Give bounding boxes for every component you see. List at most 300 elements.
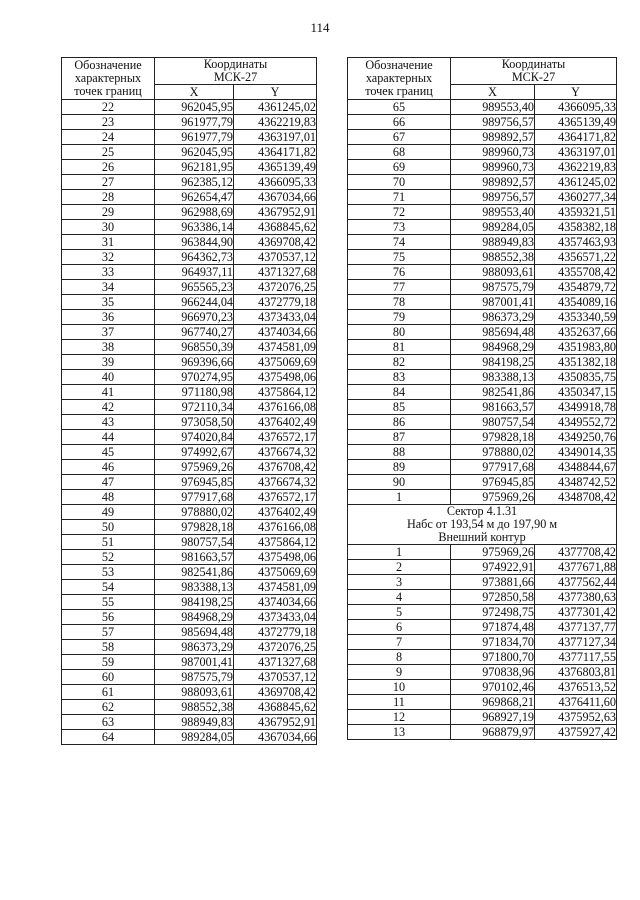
point-number-cell: 90 bbox=[348, 475, 451, 490]
y-coordinate-cell: 4349250,76 bbox=[535, 430, 617, 445]
y-coordinate-cell: 4375927,42 bbox=[535, 725, 617, 740]
point-number-cell: 65 bbox=[348, 100, 451, 115]
table-row bbox=[62, 610, 317, 625]
table-row bbox=[62, 310, 317, 325]
x-coordinate-cell: 978880,02 bbox=[155, 505, 234, 520]
x-coordinate-cell: 965565,23 bbox=[155, 280, 234, 295]
y-coordinate-cell: 4376411,60 bbox=[535, 695, 617, 710]
y-coordinate-cell: 4349918,78 bbox=[535, 400, 617, 415]
y-coordinate-cell: 4376513,52 bbox=[535, 680, 617, 695]
point-number-cell: 11 bbox=[348, 695, 451, 710]
x-coordinate-cell: 984968,29 bbox=[155, 610, 234, 625]
table-row bbox=[348, 725, 617, 740]
x-coordinate-cell: 973058,50 bbox=[155, 415, 234, 430]
table-row bbox=[348, 605, 617, 620]
point-number-cell: 6 bbox=[348, 620, 451, 635]
right-table-body bbox=[348, 100, 617, 505]
x-coordinate-cell: 970102,46 bbox=[451, 680, 535, 695]
x-coordinate-cell: 971874,48 bbox=[451, 620, 535, 635]
table-row bbox=[62, 220, 317, 235]
point-number-cell: 51 bbox=[62, 535, 155, 550]
point-number-cell: 48 bbox=[62, 490, 155, 505]
point-number-cell: 54 bbox=[62, 580, 155, 595]
table-row bbox=[348, 545, 617, 560]
table-row bbox=[348, 415, 617, 430]
y-coordinate-cell: 4370537,12 bbox=[234, 250, 317, 265]
x-coordinate-cell: 962045,95 bbox=[155, 145, 234, 160]
sector-height-range: Набс от 193,54 м до 197,90 м bbox=[406, 517, 558, 531]
table-row bbox=[348, 665, 617, 680]
x-column-header: X bbox=[155, 85, 234, 100]
table-row bbox=[62, 490, 317, 505]
y-coordinate-cell: 4377301,42 bbox=[535, 605, 617, 620]
left-table-body bbox=[62, 100, 317, 745]
x-coordinate-cell: 984968,29 bbox=[451, 340, 535, 355]
x-coordinate-cell: 989553,40 bbox=[451, 100, 535, 115]
y-coordinate-cell: 4377137,77 bbox=[535, 620, 617, 635]
table-row bbox=[62, 595, 317, 610]
y-coordinate-cell: 4374034,66 bbox=[234, 595, 317, 610]
point-number-cell: 1 bbox=[348, 490, 451, 505]
table-row bbox=[348, 250, 617, 265]
table-row bbox=[62, 115, 317, 130]
table-row bbox=[348, 235, 617, 250]
y-coordinate-cell: 4371327,68 bbox=[234, 265, 317, 280]
x-coordinate-cell: 988949,83 bbox=[451, 235, 535, 250]
table-row bbox=[348, 190, 617, 205]
point-number-cell: 34 bbox=[62, 280, 155, 295]
point-number-cell: 55 bbox=[62, 595, 155, 610]
table-row bbox=[62, 580, 317, 595]
point-number-cell: 41 bbox=[62, 385, 155, 400]
x-coordinate-cell: 964937,11 bbox=[155, 265, 234, 280]
point-number-cell: 29 bbox=[62, 205, 155, 220]
point-number-cell: 64 bbox=[62, 730, 155, 745]
header-line: характерных bbox=[365, 71, 433, 85]
x-column-header: X bbox=[451, 85, 535, 100]
table-row bbox=[348, 635, 617, 650]
x-coordinate-cell: 963386,14 bbox=[155, 220, 234, 235]
y-coordinate-cell: 4369708,42 bbox=[234, 235, 317, 250]
table-row bbox=[348, 205, 617, 220]
x-coordinate-cell: 989553,40 bbox=[451, 205, 535, 220]
point-number-cell: 1 bbox=[348, 545, 451, 560]
point-number-cell: 38 bbox=[62, 340, 155, 355]
table-row bbox=[348, 370, 617, 385]
page-number: 114 bbox=[310, 20, 330, 35]
x-coordinate-cell: 968927,19 bbox=[451, 710, 535, 725]
table-row bbox=[62, 430, 317, 445]
y-coordinate-cell: 4350835,75 bbox=[535, 370, 617, 385]
x-coordinate-cell: 975969,26 bbox=[155, 460, 234, 475]
header-line: точек границ bbox=[365, 84, 433, 98]
y-column-header: Y bbox=[234, 85, 317, 100]
point-number-cell: 75 bbox=[348, 250, 451, 265]
table-row bbox=[62, 205, 317, 220]
x-coordinate-cell: 972110,34 bbox=[155, 400, 234, 415]
x-coordinate-cell: 989960,73 bbox=[451, 160, 535, 175]
x-coordinate-cell: 963844,90 bbox=[155, 235, 234, 250]
x-coordinate-cell: 989284,05 bbox=[155, 730, 234, 745]
x-coordinate-cell: 974922,91 bbox=[451, 560, 535, 575]
y-coordinate-cell: 4372076,25 bbox=[234, 640, 317, 655]
point-number-cell: 52 bbox=[62, 550, 155, 565]
x-coordinate-cell: 979828,18 bbox=[451, 430, 535, 445]
table-row bbox=[62, 100, 317, 115]
point-number-cell: 13 bbox=[348, 725, 451, 740]
y-coordinate-cell: 4351983,80 bbox=[535, 340, 617, 355]
table-row bbox=[62, 475, 317, 490]
x-coordinate-cell: 973881,66 bbox=[451, 575, 535, 590]
table-row bbox=[62, 280, 317, 295]
y-coordinate-cell: 4375069,69 bbox=[234, 355, 317, 370]
point-number-cell: 53 bbox=[62, 565, 155, 580]
x-coordinate-cell: 987001,41 bbox=[451, 295, 535, 310]
y-coordinate-cell: 4356571,22 bbox=[535, 250, 617, 265]
y-coordinate-cell: 4350347,15 bbox=[535, 385, 617, 400]
y-coordinate-cell: 4348742,52 bbox=[535, 475, 617, 490]
table-row bbox=[62, 700, 317, 715]
x-coordinate-cell: 969396,66 bbox=[155, 355, 234, 370]
table-row bbox=[348, 475, 617, 490]
point-number-cell: 68 bbox=[348, 145, 451, 160]
point-number-cell: 74 bbox=[348, 235, 451, 250]
y-coordinate-cell: 4367034,66 bbox=[234, 730, 317, 745]
x-coordinate-cell: 987001,41 bbox=[155, 655, 234, 670]
coordinates-header bbox=[155, 58, 317, 85]
y-coordinate-cell: 4367034,66 bbox=[234, 190, 317, 205]
table-row bbox=[348, 265, 617, 280]
coordinates-table-left bbox=[61, 57, 317, 745]
y-coordinate-cell: 4376572,17 bbox=[234, 430, 317, 445]
point-number-cell: 3 bbox=[348, 575, 451, 590]
x-coordinate-cell: 961977,79 bbox=[155, 130, 234, 145]
table-row bbox=[62, 190, 317, 205]
table-row bbox=[348, 710, 617, 725]
x-coordinate-cell: 981663,57 bbox=[451, 400, 535, 415]
y-coordinate-cell: 4376402,49 bbox=[234, 505, 317, 520]
point-number-cell: 22 bbox=[62, 100, 155, 115]
table-row bbox=[62, 250, 317, 265]
x-coordinate-cell: 988093,61 bbox=[451, 265, 535, 280]
x-coordinate-cell: 984198,25 bbox=[451, 355, 535, 370]
y-coordinate-cell: 4376166,08 bbox=[234, 400, 317, 415]
point-number-cell: 10 bbox=[348, 680, 451, 695]
y-coordinate-cell: 4374034,66 bbox=[234, 325, 317, 340]
y-coordinate-cell: 4377127,34 bbox=[535, 635, 617, 650]
table-row bbox=[62, 175, 317, 190]
x-coordinate-cell: 970838,96 bbox=[451, 665, 535, 680]
y-coordinate-cell: 4357463,93 bbox=[535, 235, 617, 250]
point-number-cell: 37 bbox=[62, 325, 155, 340]
point-number-cell: 60 bbox=[62, 670, 155, 685]
x-coordinate-cell: 984198,25 bbox=[155, 595, 234, 610]
table-row bbox=[348, 430, 617, 445]
y-coordinate-cell: 4348844,67 bbox=[535, 460, 617, 475]
table-row bbox=[348, 355, 617, 370]
y-coordinate-cell: 4375069,69 bbox=[234, 565, 317, 580]
table-row bbox=[62, 460, 317, 475]
point-number-cell: 40 bbox=[62, 370, 155, 385]
x-coordinate-cell: 987575,79 bbox=[155, 670, 234, 685]
y-coordinate-cell: 4367952,91 bbox=[234, 205, 317, 220]
sector-title: Сектор 4.1.31 bbox=[446, 504, 518, 518]
x-coordinate-cell: 968879,97 bbox=[451, 725, 535, 740]
x-coordinate-cell: 976945,85 bbox=[155, 475, 234, 490]
point-number-cell: 63 bbox=[62, 715, 155, 730]
x-coordinate-cell: 987575,79 bbox=[451, 280, 535, 295]
y-coordinate-cell: 4375498,06 bbox=[234, 550, 317, 565]
table-row bbox=[348, 340, 617, 355]
table-row bbox=[348, 445, 617, 460]
x-coordinate-cell: 989892,57 bbox=[451, 130, 535, 145]
point-number-cell: 89 bbox=[348, 460, 451, 475]
point-number-cell: 25 bbox=[62, 145, 155, 160]
header-line: Координаты bbox=[203, 57, 268, 71]
y-coordinate-cell: 4348708,42 bbox=[535, 490, 617, 505]
y-coordinate-cell: 4372076,25 bbox=[234, 280, 317, 295]
table-row bbox=[348, 590, 617, 605]
point-number-cell: 32 bbox=[62, 250, 155, 265]
x-coordinate-cell: 986373,29 bbox=[155, 640, 234, 655]
point-number-cell: 42 bbox=[62, 400, 155, 415]
y-coordinate-cell: 4376803,81 bbox=[535, 665, 617, 680]
x-coordinate-cell: 977917,68 bbox=[155, 490, 234, 505]
x-coordinate-cell: 961977,79 bbox=[155, 115, 234, 130]
x-coordinate-cell: 969868,21 bbox=[451, 695, 535, 710]
x-coordinate-cell: 978880,02 bbox=[451, 445, 535, 460]
table-row bbox=[348, 280, 617, 295]
point-number-cell: 76 bbox=[348, 265, 451, 280]
y-coordinate-cell: 4368845,62 bbox=[234, 220, 317, 235]
y-coordinate-cell: 4364171,82 bbox=[234, 145, 317, 160]
x-coordinate-cell: 977917,68 bbox=[451, 460, 535, 475]
y-coordinate-cell: 4360277,34 bbox=[535, 190, 617, 205]
table-row bbox=[348, 385, 617, 400]
y-coordinate-cell: 4354089,16 bbox=[535, 295, 617, 310]
table-row bbox=[62, 295, 317, 310]
point-number-cell: 28 bbox=[62, 190, 155, 205]
point-number-cell: 31 bbox=[62, 235, 155, 250]
point-number-cell: 79 bbox=[348, 310, 451, 325]
x-coordinate-cell: 976945,85 bbox=[451, 475, 535, 490]
x-coordinate-cell: 981663,57 bbox=[155, 550, 234, 565]
y-coordinate-cell: 4377671,88 bbox=[535, 560, 617, 575]
table-row bbox=[62, 355, 317, 370]
x-coordinate-cell: 980757,54 bbox=[155, 535, 234, 550]
point-number-cell: 12 bbox=[348, 710, 451, 725]
y-coordinate-cell: 4373433,04 bbox=[234, 310, 317, 325]
point-number-cell: 9 bbox=[348, 665, 451, 680]
point-number-cell: 50 bbox=[62, 520, 155, 535]
y-coordinate-cell: 4375864,12 bbox=[234, 535, 317, 550]
header-line: МСК-27 bbox=[213, 70, 258, 84]
point-number-cell: 57 bbox=[62, 625, 155, 640]
x-coordinate-cell: 962988,69 bbox=[155, 205, 234, 220]
y-coordinate-cell: 4368845,62 bbox=[234, 700, 317, 715]
x-coordinate-cell: 971180,98 bbox=[155, 385, 234, 400]
y-coordinate-cell: 4358382,18 bbox=[535, 220, 617, 235]
table-row bbox=[62, 670, 317, 685]
table-row bbox=[62, 445, 317, 460]
point-number-cell: 61 bbox=[62, 685, 155, 700]
table-row bbox=[348, 130, 617, 145]
point-number-cell: 62 bbox=[62, 700, 155, 715]
table-row bbox=[348, 115, 617, 130]
table-row bbox=[348, 620, 617, 635]
point-number-cell: 33 bbox=[62, 265, 155, 280]
table-row bbox=[348, 100, 617, 115]
table-row bbox=[348, 145, 617, 160]
table-row bbox=[62, 385, 317, 400]
x-coordinate-cell: 962181,95 bbox=[155, 160, 234, 175]
x-coordinate-cell: 989284,05 bbox=[451, 220, 535, 235]
point-number-cell: 39 bbox=[62, 355, 155, 370]
point-number-cell: 72 bbox=[348, 205, 451, 220]
table-row bbox=[348, 560, 617, 575]
y-coordinate-cell: 4366095,33 bbox=[535, 100, 617, 115]
x-coordinate-cell: 988949,83 bbox=[155, 715, 234, 730]
point-designation-header bbox=[348, 58, 451, 100]
y-coordinate-cell: 4369708,42 bbox=[234, 685, 317, 700]
x-coordinate-cell: 971834,70 bbox=[451, 635, 535, 650]
y-coordinate-cell: 4365139,49 bbox=[535, 115, 617, 130]
y-coordinate-cell: 4375952,63 bbox=[535, 710, 617, 725]
y-coordinate-cell: 4377708,42 bbox=[535, 545, 617, 560]
x-coordinate-cell: 966244,04 bbox=[155, 295, 234, 310]
table-row bbox=[62, 145, 317, 160]
point-number-cell: 27 bbox=[62, 175, 155, 190]
x-coordinate-cell: 979828,18 bbox=[155, 520, 234, 535]
y-coordinate-cell: 4355708,42 bbox=[535, 265, 617, 280]
x-coordinate-cell: 966970,23 bbox=[155, 310, 234, 325]
y-coordinate-cell: 4376402,49 bbox=[234, 415, 317, 430]
y-coordinate-cell: 4364171,82 bbox=[535, 130, 617, 145]
header-line: Обозначение bbox=[365, 58, 433, 72]
x-coordinate-cell: 985694,48 bbox=[155, 625, 234, 640]
x-coordinate-cell: 985694,48 bbox=[451, 325, 535, 340]
y-column-header: Y bbox=[535, 85, 617, 100]
table-row bbox=[62, 340, 317, 355]
table-row bbox=[62, 715, 317, 730]
point-number-cell: 58 bbox=[62, 640, 155, 655]
table-row bbox=[348, 650, 617, 665]
table-row bbox=[62, 550, 317, 565]
x-coordinate-cell: 972498,75 bbox=[451, 605, 535, 620]
point-number-cell: 73 bbox=[348, 220, 451, 235]
y-coordinate-cell: 4363197,01 bbox=[535, 145, 617, 160]
y-coordinate-cell: 4377562,44 bbox=[535, 575, 617, 590]
table-row bbox=[348, 295, 617, 310]
y-coordinate-cell: 4372779,18 bbox=[234, 625, 317, 640]
header-line: МСК-27 bbox=[511, 70, 556, 84]
y-coordinate-cell: 4372779,18 bbox=[234, 295, 317, 310]
x-coordinate-cell: 967740,27 bbox=[155, 325, 234, 340]
table-row bbox=[62, 505, 317, 520]
y-coordinate-cell: 4370537,12 bbox=[234, 670, 317, 685]
point-number-cell: 26 bbox=[62, 160, 155, 175]
x-coordinate-cell: 989892,57 bbox=[451, 175, 535, 190]
point-number-cell: 88 bbox=[348, 445, 451, 460]
table-row bbox=[348, 325, 617, 340]
x-coordinate-cell: 975969,26 bbox=[451, 490, 535, 505]
y-coordinate-cell: 4376572,17 bbox=[234, 490, 317, 505]
header-line: Обозначение bbox=[74, 58, 142, 72]
sector-cell bbox=[348, 505, 617, 545]
point-number-cell: 87 bbox=[348, 430, 451, 445]
y-coordinate-cell: 4362219,83 bbox=[234, 115, 317, 130]
point-number-cell: 35 bbox=[62, 295, 155, 310]
table-row bbox=[62, 325, 317, 340]
table-row bbox=[62, 730, 317, 745]
coordinates-table-right bbox=[347, 57, 617, 740]
table-row bbox=[62, 160, 317, 175]
point-number-cell: 59 bbox=[62, 655, 155, 670]
point-number-cell: 47 bbox=[62, 475, 155, 490]
y-coordinate-cell: 4376166,08 bbox=[234, 520, 317, 535]
point-number-cell: 77 bbox=[348, 280, 451, 295]
point-number-cell: 85 bbox=[348, 400, 451, 415]
coordinates-header bbox=[451, 58, 617, 85]
y-coordinate-cell: 4374581,09 bbox=[234, 340, 317, 355]
x-coordinate-cell: 971800,70 bbox=[451, 650, 535, 665]
y-coordinate-cell: 4375498,06 bbox=[234, 370, 317, 385]
table-row bbox=[348, 400, 617, 415]
table-row bbox=[348, 575, 617, 590]
y-coordinate-cell: 4365139,49 bbox=[234, 160, 317, 175]
table-row bbox=[62, 565, 317, 580]
point-number-cell: 86 bbox=[348, 415, 451, 430]
table-row bbox=[348, 490, 617, 505]
y-coordinate-cell: 4359321,51 bbox=[535, 205, 617, 220]
point-number-cell: 71 bbox=[348, 190, 451, 205]
point-number-cell: 45 bbox=[62, 445, 155, 460]
table-row bbox=[62, 535, 317, 550]
x-coordinate-cell: 988552,38 bbox=[155, 700, 234, 715]
y-coordinate-cell: 4363197,01 bbox=[234, 130, 317, 145]
y-coordinate-cell: 4377380,63 bbox=[535, 590, 617, 605]
y-coordinate-cell: 4377117,55 bbox=[535, 650, 617, 665]
y-coordinate-cell: 4376708,42 bbox=[234, 460, 317, 475]
point-number-cell: 4 bbox=[348, 590, 451, 605]
y-coordinate-cell: 4362219,83 bbox=[535, 160, 617, 175]
point-number-cell: 46 bbox=[62, 460, 155, 475]
y-coordinate-cell: 4367952,91 bbox=[234, 715, 317, 730]
y-coordinate-cell: 4354879,72 bbox=[535, 280, 617, 295]
table-row bbox=[348, 220, 617, 235]
y-coordinate-cell: 4349552,72 bbox=[535, 415, 617, 430]
y-coordinate-cell: 4349014,35 bbox=[535, 445, 617, 460]
x-coordinate-cell: 983388,13 bbox=[155, 580, 234, 595]
x-coordinate-cell: 962385,12 bbox=[155, 175, 234, 190]
point-number-cell: 56 bbox=[62, 610, 155, 625]
point-number-cell: 66 bbox=[348, 115, 451, 130]
point-number-cell: 8 bbox=[348, 650, 451, 665]
point-number-cell: 67 bbox=[348, 130, 451, 145]
x-coordinate-cell: 964362,73 bbox=[155, 250, 234, 265]
x-coordinate-cell: 975969,26 bbox=[451, 545, 535, 560]
x-coordinate-cell: 970274,95 bbox=[155, 370, 234, 385]
y-coordinate-cell: 4371327,68 bbox=[234, 655, 317, 670]
table-row bbox=[62, 685, 317, 700]
x-coordinate-cell: 989960,73 bbox=[451, 145, 535, 160]
x-coordinate-cell: 989756,57 bbox=[451, 190, 535, 205]
point-number-cell: 36 bbox=[62, 310, 155, 325]
y-coordinate-cell: 4353340,59 bbox=[535, 310, 617, 325]
y-coordinate-cell: 4376674,32 bbox=[234, 475, 317, 490]
table-row bbox=[62, 130, 317, 145]
point-number-cell: 2 bbox=[348, 560, 451, 575]
